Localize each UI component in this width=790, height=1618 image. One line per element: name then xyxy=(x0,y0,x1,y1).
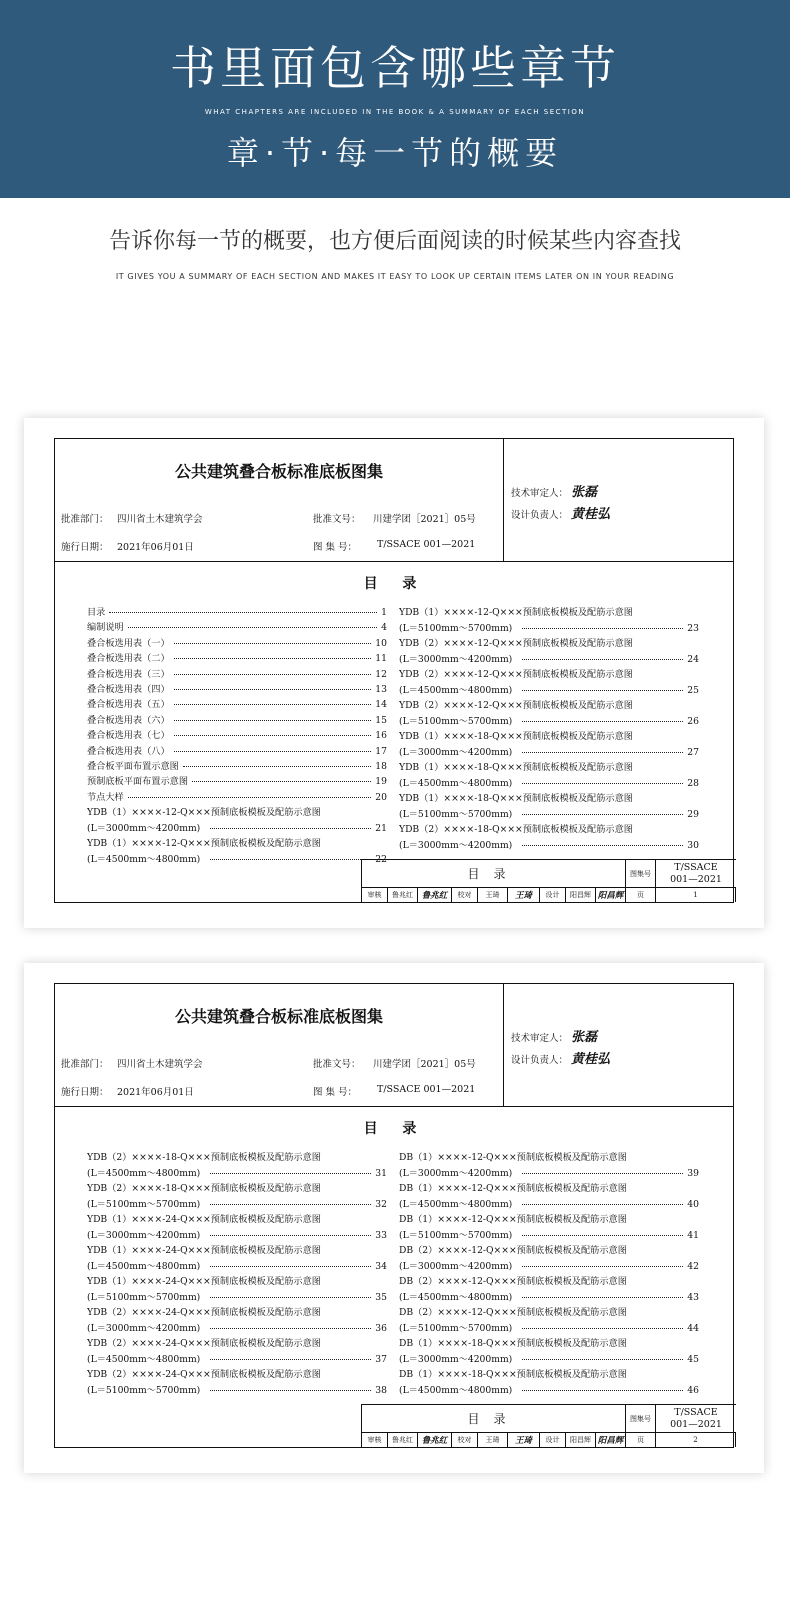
drawing-frame xyxy=(54,983,734,1448)
atlas-code-line2: 001—2021 xyxy=(670,1418,722,1430)
dot-leader xyxy=(174,667,372,675)
toc-entry[interactable] xyxy=(87,1336,387,1367)
toc-entry-range-line xyxy=(399,838,699,854)
atlas-code-line1: T/SSACE xyxy=(674,1406,718,1418)
page-number: 2 xyxy=(656,1433,736,1447)
toc-entry-range: (L＝3000mm～4200mm) xyxy=(399,1353,513,1365)
toc-entry-title: DB（1）××××-18-Q×××预制底板模板及配筋示意图 xyxy=(399,1369,627,1380)
atlas-no-value: T/SSACE 001—2021 xyxy=(377,539,476,550)
dot-leader xyxy=(522,683,683,691)
toc-entry-page: 16 xyxy=(375,730,387,742)
dot-leader xyxy=(192,774,371,782)
header-divider xyxy=(503,984,504,1106)
toc-entry-title: DB（1）××××-12-Q×××预制底板模板及配筋示意图 xyxy=(399,1152,627,1163)
toc-entry-page: 1 xyxy=(381,607,387,618)
toc-entry-page: 21 xyxy=(375,822,387,834)
toc-column-right xyxy=(399,605,699,853)
toc-entry-page: 23 xyxy=(687,622,699,634)
toc-entry-range: (L＝4500mm～4800mm) xyxy=(87,1353,201,1365)
toc-entry-range-line xyxy=(87,1166,387,1182)
toc-entry-page: 42 xyxy=(687,1260,699,1272)
toc-entry-page: 17 xyxy=(375,745,387,757)
toc-entry[interactable] xyxy=(87,759,387,774)
toc-entry-title: YDB（2）××××-18-Q×××预制底板模板及配筋示意图 xyxy=(399,824,633,835)
dot-leader xyxy=(522,1383,683,1391)
title-block-atlas-label: 图集号 xyxy=(626,860,656,888)
toc-entry-range-line xyxy=(87,1290,387,1306)
toc-entry[interactable] xyxy=(87,605,387,620)
title-block xyxy=(361,1404,736,1447)
toc-entry[interactable] xyxy=(87,636,387,651)
dot-leader xyxy=(522,1352,683,1360)
toc-entry-page: 15 xyxy=(375,714,387,726)
toc-entry-range: (L＝4500mm～4800mm) xyxy=(399,777,513,789)
dot-leader xyxy=(210,1259,371,1267)
toc-entry-range-line xyxy=(399,1166,699,1182)
dot-leader xyxy=(522,807,683,815)
toc-entry-page: 30 xyxy=(687,839,699,851)
toc-entry-range: (L＝4500mm～4800mm) xyxy=(87,1167,201,1179)
title-block-atlas-code xyxy=(656,1405,736,1433)
check-label: 校对 xyxy=(452,888,478,902)
toc-entry[interactable] xyxy=(87,1212,387,1243)
dot-leader xyxy=(210,821,371,829)
designer-signature: 阳昌辉 xyxy=(596,1433,626,1447)
toc-entry-title: YDB（1）××××-24-Q×××预制底板模板及配筋示意图 xyxy=(87,1245,321,1256)
reviewer-signature: 鲁兆红 xyxy=(418,888,452,902)
toc-entry[interactable] xyxy=(87,1181,387,1212)
toc-entry[interactable] xyxy=(87,697,387,712)
toc-entry-title: YDB（1）××××-18-Q×××预制底板模板及配筋示意图 xyxy=(399,793,633,804)
title-block xyxy=(361,859,736,902)
toc-entry[interactable] xyxy=(87,682,387,697)
toc-entry-page: 46 xyxy=(687,1384,699,1396)
toc-entry-page: 14 xyxy=(375,699,387,711)
toc-entry-range: (L＝4500mm～4800mm) xyxy=(399,1291,513,1303)
toc-entry-title: YDB（2）××××-12-Q×××预制底板模板及配筋示意图 xyxy=(399,669,633,680)
toc-entry-page: 18 xyxy=(375,760,387,772)
date-value: 2021年06月01日 xyxy=(117,1087,194,1098)
toc-entry-title: 叠合板选用表（一） xyxy=(87,637,170,649)
toc-entry-range-line xyxy=(399,714,699,730)
toc-entry-range-line xyxy=(399,683,699,699)
toc-entry-range: (L＝5100mm～5700mm) xyxy=(399,715,513,727)
title-block-name: 目录 xyxy=(362,860,626,888)
toc-entry-range: (L＝5100mm～5700mm) xyxy=(399,808,513,820)
dot-leader xyxy=(128,790,372,798)
toc-entry-title: DB（2）××××-12-Q×××预制底板模板及配筋示意图 xyxy=(399,1307,627,1318)
toc-entry[interactable] xyxy=(399,760,699,791)
toc-entry[interactable] xyxy=(87,620,387,635)
toc-entry-page: 39 xyxy=(687,1167,699,1179)
dot-leader xyxy=(522,745,683,753)
toc-entry-range: (L＝5100mm～5700mm) xyxy=(399,622,513,634)
toc-entry-range-line xyxy=(87,1383,387,1399)
toc-entry-page: 4 xyxy=(381,622,387,634)
toc-entry-range: (L＝5100mm～5700mm) xyxy=(87,1384,201,1396)
toc-entry-range-line xyxy=(399,1321,699,1337)
dept-label: 批准部门： xyxy=(61,1059,109,1070)
toc-entry-page: 41 xyxy=(687,1229,699,1241)
title-block-atlas-code xyxy=(656,860,736,888)
dot-leader xyxy=(210,1321,371,1329)
banner-title: 书里面包含哪些章节 xyxy=(170,41,620,95)
toc-entry-page: 35 xyxy=(375,1291,387,1303)
date-label: 施行日期： xyxy=(61,542,109,553)
dot-leader xyxy=(522,838,683,846)
toc-entry-range: (L＝4500mm～4800mm) xyxy=(399,1384,513,1396)
toc-entry[interactable] xyxy=(87,805,387,836)
toc-entry[interactable] xyxy=(87,728,387,743)
checker-name: 王琦 xyxy=(478,1433,508,1447)
toc-entry-range: (L＝3000mm～4200mm) xyxy=(87,1322,201,1334)
toc-title: 目 录 xyxy=(363,1121,427,1137)
toc-entry[interactable] xyxy=(399,1150,699,1181)
toc-entry-title: YDB（1）××××-24-Q×××预制底板模板及配筋示意图 xyxy=(87,1214,321,1225)
toc-entry-range: (L＝3000mm～4200mm) xyxy=(87,1229,201,1241)
toc-entry-title: 叠合板选用表（六） xyxy=(87,714,170,726)
toc-entry-range-line xyxy=(87,1259,387,1275)
dot-leader xyxy=(128,620,377,628)
toc-entry-title: 预制底板平面布置示意图 xyxy=(87,776,189,788)
toc-entry-title: 叠合板选用表（四） xyxy=(87,683,170,695)
toc-entry-range: (L＝5100mm～5700mm) xyxy=(399,1229,513,1241)
toc-entry-title: 叠合板选用表（三） xyxy=(87,668,170,680)
dot-leader xyxy=(174,636,372,644)
design-lead-signature: 黄桂弘 xyxy=(571,1052,611,1067)
tech-reviewer-signature: 张磊 xyxy=(571,485,598,500)
toc-entry[interactable] xyxy=(399,1212,699,1243)
toc-entry-range-line xyxy=(399,1290,699,1306)
dot-leader xyxy=(522,1166,683,1174)
doc-no-value: 川建学团［2021］05号 xyxy=(373,1059,476,1070)
toc-entry[interactable] xyxy=(399,605,699,636)
dept-label: 批准部门： xyxy=(61,514,109,525)
toc-entry-page: 44 xyxy=(687,1322,699,1334)
toc-entry-range-line xyxy=(87,1197,387,1213)
toc-entry[interactable] xyxy=(87,651,387,666)
toc-entry-page: 25 xyxy=(687,684,699,696)
toc-entry-range: (L＝3000mm～4200mm) xyxy=(87,822,201,834)
toc-entry[interactable] xyxy=(87,713,387,728)
page-label: 页 xyxy=(626,888,656,902)
toc-entry[interactable] xyxy=(399,729,699,760)
dot-leader xyxy=(522,776,683,784)
dot-leader xyxy=(522,1290,683,1298)
dot-leader xyxy=(183,759,371,767)
designer-signature: 阳昌辉 xyxy=(596,888,626,902)
toc-column-right xyxy=(399,1150,699,1398)
intro-text: 告诉你每一节的概要，也方便后面阅读的时候某些内容查找 xyxy=(108,229,681,254)
title-block-atlas-label: 图集号 xyxy=(626,1405,656,1433)
toc-entry-range: (L＝3000mm～4200mm) xyxy=(399,1260,513,1272)
toc-entry-range-line xyxy=(399,1259,699,1275)
toc-entry[interactable] xyxy=(399,1305,699,1336)
toc-entry-range-line xyxy=(399,621,699,637)
toc-entry[interactable] xyxy=(87,790,387,805)
drawing-sheet xyxy=(24,963,764,1473)
toc-entry-page: 40 xyxy=(687,1198,699,1210)
toc-entry[interactable] xyxy=(399,822,699,853)
tech-reviewer-signature: 张磊 xyxy=(571,1030,598,1045)
checker-signature: 王琦 xyxy=(508,1433,540,1447)
tech-reviewer-label: 技术审定人： xyxy=(511,1033,569,1044)
doc-no-value: 川建学团［2021］05号 xyxy=(373,514,476,525)
toc-entry-range: (L＝4500mm～4800mm) xyxy=(87,853,201,865)
dot-leader xyxy=(174,728,372,736)
title-block-name: 目录 xyxy=(362,1405,626,1433)
dot-leader xyxy=(210,852,371,860)
design-label: 设计 xyxy=(540,1433,566,1447)
banner-subtitle: 章·节·每一节的概要 xyxy=(226,134,564,172)
toc-entry-range-line xyxy=(399,1383,699,1399)
toc-title: 目 录 xyxy=(363,576,427,592)
intro-text-en: IT GIVES YOU A SUMMARY OF EACH SECTION AND MAKES IT EASY TO LOOK UP CERTAIN ITEMS LATER ON IN YOUR READING xyxy=(115,272,675,281)
toc-column-left xyxy=(87,605,387,867)
toc-entry-page: 31 xyxy=(375,1167,387,1179)
toc-entry-page: 38 xyxy=(375,1384,387,1396)
design-lead-signature: 黄桂弘 xyxy=(571,507,611,522)
dot-leader xyxy=(522,652,683,660)
dot-leader xyxy=(174,744,372,752)
doc-no-label: 批准文号： xyxy=(313,1059,361,1070)
atlas-code-line2: 001—2021 xyxy=(670,873,722,885)
toc-entry-title: DB（1）××××-18-Q×××预制底板模板及配筋示意图 xyxy=(399,1338,627,1349)
toc-entry-title: DB（1）××××-12-Q×××预制底板模板及配筋示意图 xyxy=(399,1183,627,1194)
toc-entry-title: DB（2）××××-12-Q×××预制底板模板及配筋示意图 xyxy=(399,1276,627,1287)
design-label: 设计 xyxy=(540,888,566,902)
toc-entry-range: (L＝3000mm～4200mm) xyxy=(399,746,513,758)
review-label: 审核 xyxy=(362,1433,388,1447)
doc-no-label: 批准文号： xyxy=(313,514,361,525)
dot-leader xyxy=(109,605,377,613)
toc-entry[interactable] xyxy=(87,744,387,759)
page-number: 1 xyxy=(656,888,736,902)
dot-leader xyxy=(522,714,683,722)
sheet-header xyxy=(55,439,733,562)
dot-leader xyxy=(210,1166,371,1174)
tech-reviewer-label: 技术审定人： xyxy=(511,488,569,499)
toc-entry-range-line xyxy=(399,1197,699,1213)
dot-leader xyxy=(522,1197,683,1205)
toc-entry[interactable] xyxy=(399,1181,699,1212)
toc-entry[interactable] xyxy=(399,636,699,667)
toc-entry-title: 叠合板选用表（二） xyxy=(87,653,170,665)
sheet-header xyxy=(55,984,733,1107)
checker-name: 王琦 xyxy=(478,888,508,902)
toc-entry-page: 26 xyxy=(687,715,699,727)
toc-entry[interactable] xyxy=(87,667,387,682)
toc-entry[interactable] xyxy=(87,1367,387,1398)
toc-entry-title: YDB（1）××××-12-Q×××预制底板模板及配筋示意图 xyxy=(87,807,321,819)
toc-entry-title: YDB（1）××××-18-Q×××预制底板模板及配筋示意图 xyxy=(399,731,633,742)
toc-entry[interactable] xyxy=(399,1243,699,1274)
toc-entry-title: 节点大样 xyxy=(87,791,124,803)
reviewer-name: 鲁兆红 xyxy=(388,1433,418,1447)
toc-entry-range: (L＝4500mm～4800mm) xyxy=(399,1198,513,1210)
dot-leader xyxy=(210,1197,371,1205)
toc-entry-title: YDB（2）××××-18-Q×××预制底板模板及配筋示意图 xyxy=(87,1152,321,1163)
reviewer-name: 鲁兆红 xyxy=(388,888,418,902)
toc-entry-range: (L＝4500mm～4800mm) xyxy=(399,684,513,696)
dot-leader xyxy=(210,1383,371,1391)
toc-entry-page: 13 xyxy=(375,683,387,695)
toc-entry-page: 32 xyxy=(375,1198,387,1210)
atlas-no-label: 图 集 号： xyxy=(313,542,358,553)
toc-entry-page: 33 xyxy=(375,1229,387,1241)
checker-signature: 王琦 xyxy=(508,888,540,902)
drawing-frame xyxy=(54,438,734,903)
toc-entry-title: YDB（2）××××-24-Q×××预制底板模板及配筋示意图 xyxy=(87,1338,321,1349)
toc-entry[interactable] xyxy=(87,1305,387,1336)
toc-entry-page: 20 xyxy=(375,791,387,803)
toc-entry-range-line xyxy=(399,745,699,761)
toc-entry-title: 叠合板平面布置示意图 xyxy=(87,760,179,772)
toc-entry-title: YDB（2）××××-12-Q×××预制底板模板及配筋示意图 xyxy=(399,638,633,649)
atlas-no-label: 图 集 号： xyxy=(313,1087,358,1098)
dot-leader xyxy=(522,1228,683,1236)
dot-leader xyxy=(174,682,372,690)
toc-entry-range-line xyxy=(87,1228,387,1244)
banner-subtitle-en: WHAT CHAPTERS ARE INCLUDED IN THE BOOK & A SUMMARY OF EACH SECTION xyxy=(204,108,586,116)
toc-entry-title: YDB（1）××××-12-Q×××预制底板模板及配筋示意图 xyxy=(399,607,633,618)
toc-entry-range-line xyxy=(399,1228,699,1244)
toc-entry-range: (L＝3000mm～4200mm) xyxy=(399,1167,513,1179)
reviewer-signature: 鲁兆红 xyxy=(418,1433,452,1447)
toc-entry-page: 22 xyxy=(375,853,387,865)
dot-leader xyxy=(522,621,683,629)
dot-leader xyxy=(522,1259,683,1267)
dept-value: 四川省土木建筑学会 xyxy=(117,1059,203,1070)
toc-entry-title: 目录 xyxy=(87,607,106,618)
dept-value: 四川省土木建筑学会 xyxy=(117,514,203,525)
document-title: 公共建筑叠合板标准底板图集 xyxy=(174,462,383,481)
toc-entry-range-line xyxy=(87,1321,387,1337)
toc-entry-range-line xyxy=(399,776,699,792)
toc-entry-page: 27 xyxy=(687,746,699,758)
drawing-sheet xyxy=(24,418,764,928)
date-value: 2021年06月01日 xyxy=(117,542,194,553)
toc-entry-range: (L＝3000mm～4200mm) xyxy=(399,839,513,851)
dot-leader xyxy=(210,1228,371,1236)
dot-leader xyxy=(522,1321,683,1329)
page-label: 页 xyxy=(626,1433,656,1447)
toc-entry[interactable] xyxy=(399,1336,699,1367)
design-lead-label: 设计负责人： xyxy=(511,510,569,521)
toc-entry-page: 34 xyxy=(375,1260,387,1272)
toc-entry-page: 19 xyxy=(375,776,387,788)
toc-entry-title: YDB（2）××××-24-Q×××预制底板模板及配筋示意图 xyxy=(87,1369,321,1380)
toc-entry-range-line xyxy=(87,1352,387,1368)
toc-entry-page: 37 xyxy=(375,1353,387,1365)
toc-entry-page: 29 xyxy=(687,808,699,820)
designer-name: 阳昌辉 xyxy=(566,1433,596,1447)
toc-entry[interactable] xyxy=(87,836,387,867)
toc-entry-range: (L＝3000mm～4200mm) xyxy=(399,653,513,665)
toc-entry-title: 叠合板选用表（七） xyxy=(87,730,170,742)
toc-entry[interactable] xyxy=(87,1243,387,1274)
toc-entry-page: 24 xyxy=(687,653,699,665)
toc-entry-range-line xyxy=(399,807,699,823)
toc-entry-title: YDB（2）××××-12-Q×××预制底板模板及配筋示意图 xyxy=(399,700,633,711)
toc-entry-title: YDB（2）××××-24-Q×××预制底板模板及配筋示意图 xyxy=(87,1307,321,1318)
toc-entry[interactable] xyxy=(399,667,699,698)
check-label: 校对 xyxy=(452,1433,478,1447)
review-label: 审核 xyxy=(362,888,388,902)
header-banner xyxy=(0,0,790,198)
toc-entry-title: 叠合板选用表（八） xyxy=(87,745,170,757)
document-title: 公共建筑叠合板标准底板图集 xyxy=(174,1007,383,1026)
toc-entry-page: 28 xyxy=(687,777,699,789)
toc-entry-title: DB（1）××××-12-Q×××预制底板模板及配筋示意图 xyxy=(399,1214,627,1225)
toc-entry-title: 叠合板选用表（五） xyxy=(87,699,170,711)
date-label: 施行日期： xyxy=(61,1087,109,1098)
design-lead-label: 设计负责人： xyxy=(511,1055,569,1066)
toc-entry[interactable] xyxy=(399,791,699,822)
designer-name: 阳昌辉 xyxy=(566,888,596,902)
atlas-no-value: T/SSACE 001—2021 xyxy=(377,1084,476,1095)
dot-leader xyxy=(174,651,372,659)
toc-entry-title: YDB（1）××××-12-Q×××预制底板模板及配筋示意图 xyxy=(87,838,321,850)
toc-entry-page: 11 xyxy=(375,653,387,665)
toc-entry-title: 编制说明 xyxy=(87,622,124,634)
toc-entry-range-line xyxy=(399,1352,699,1368)
dot-leader xyxy=(174,713,372,721)
toc-entry-range-line xyxy=(87,821,387,837)
toc-entry-page: 12 xyxy=(375,668,387,680)
toc-entry[interactable] xyxy=(87,1150,387,1181)
toc-entry-title: YDB（2）××××-18-Q×××预制底板模板及配筋示意图 xyxy=(87,1183,321,1194)
dot-leader xyxy=(174,697,372,705)
toc-entry-page: 36 xyxy=(375,1322,387,1334)
header-divider xyxy=(503,439,504,561)
toc-entry-range: (L＝5100mm～5700mm) xyxy=(399,1322,513,1334)
dot-leader xyxy=(210,1290,371,1298)
toc-entry-range-line xyxy=(399,652,699,668)
toc-entry-title: YDB（1）××××-24-Q×××预制底板模板及配筋示意图 xyxy=(87,1276,321,1287)
toc-entry[interactable] xyxy=(399,1367,699,1398)
dot-leader xyxy=(210,1352,371,1360)
toc-entry[interactable] xyxy=(399,698,699,729)
toc-entry[interactable] xyxy=(87,1274,387,1305)
toc-entry-range-line xyxy=(87,852,387,868)
toc-entry-title: YDB（1）××××-18-Q×××预制底板模板及配筋示意图 xyxy=(399,762,633,773)
toc-entry[interactable] xyxy=(399,1274,699,1305)
toc-entry-page: 43 xyxy=(687,1291,699,1303)
atlas-code-line1: T/SSACE xyxy=(674,861,718,873)
toc-entry[interactable] xyxy=(87,774,387,789)
toc-entry-page: 10 xyxy=(375,637,387,649)
toc-entry-range: (L＝5100mm～5700mm) xyxy=(87,1291,201,1303)
toc-entry-range: (L＝5100mm～5700mm) xyxy=(87,1198,201,1210)
toc-entry-title: DB（2）××××-12-Q×××预制底板模板及配筋示意图 xyxy=(399,1245,627,1256)
toc-column-left xyxy=(87,1150,387,1398)
toc-entry-page: 45 xyxy=(687,1353,699,1365)
toc-entry-range: (L＝4500mm～4800mm) xyxy=(87,1260,201,1272)
